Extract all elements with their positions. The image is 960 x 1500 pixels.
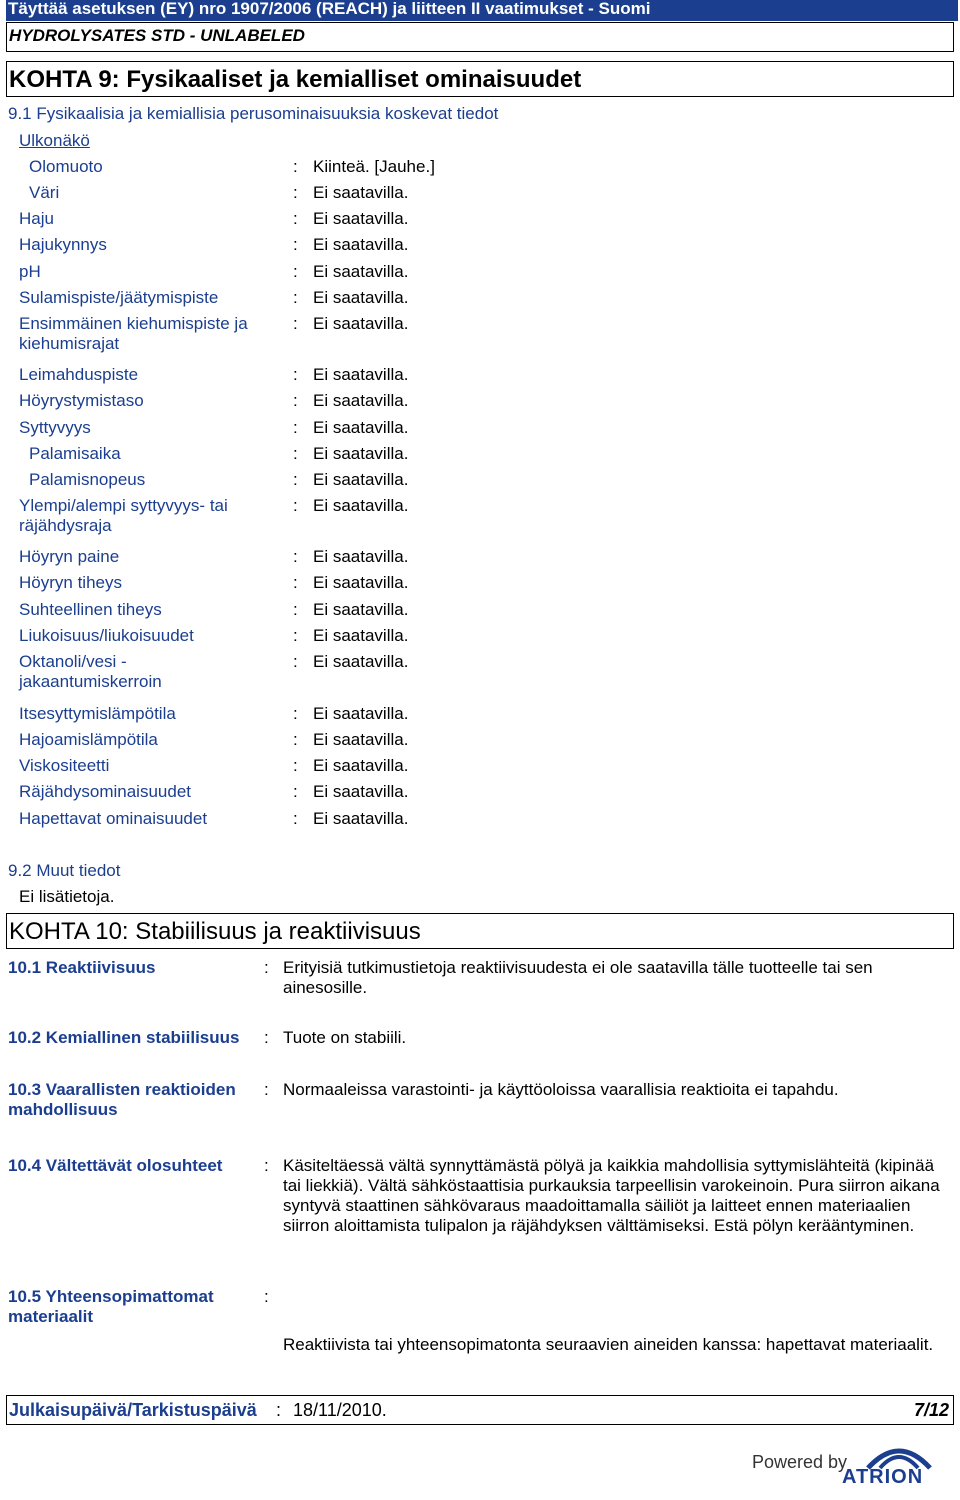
appearance-heading: Ulkonäkö <box>19 131 90 150</box>
property-row: Palamisnopeus : Ei saatavilla. <box>29 470 409 489</box>
section-10-row: 10.3 Vaarallisten reaktioiden mahdollisuus : Normaaleissa varastointi- ja käyttöoloissa vaarallisia reaktioita ei tapahdu. <box>8 1080 952 1124</box>
property-label: Hajukynnys <box>19 235 107 254</box>
property-label: Väri <box>29 183 60 202</box>
property-row: Räjähdysominaisuudet : Ei saatavilla. <box>19 782 409 801</box>
section-10-label: 10.1 Reaktiivisuus <box>8 958 156 977</box>
section-10-row: 10.2 Kemiallinen stabiilisuus : Tuote on stabiili. <box>8 1028 952 1050</box>
section-10-label: 10.5 Yhteensopimattomat materiaalit <box>8 1287 214 1326</box>
section-10-value: Erityisiä tutkimustietoja reaktiivisuudesta ei ole saatavilla tälle tuotteelle tai sen ainesosille. <box>283 958 873 997</box>
property-value: Ei saatavilla. <box>313 600 409 619</box>
property-value: Ei saatavilla. <box>313 704 409 723</box>
footer: Julkaisupäivä/Tarkistuspäivä : 18/11/2010. 7/12 <box>6 1395 954 1425</box>
page-number: 7/12 <box>913 1400 949 1420</box>
section-10-label: 10.4 Vältettävät olosuhteet <box>8 1156 223 1175</box>
property-row: Sulamispiste/jäätymispiste : Ei saatavilla. <box>19 288 409 307</box>
section-10-label: 10.2 Kemiallinen stabiilisuus <box>8 1028 240 1047</box>
section-10-value: Reaktiivista tai yhteensopimatonta seuraavien aineiden kanssa: hapettavat materiaalit. <box>283 1335 934 1354</box>
property-value: Ei saatavilla. <box>313 262 409 281</box>
property-label: Sulamispiste/jäätymispiste <box>19 288 219 307</box>
property-value: Ei saatavilla. <box>313 209 409 228</box>
document-header-title: Täyttää asetuksen (EY) nro 1907/2006 (REACH) ja liitteen II vaatimukset - Suomi <box>6 0 958 21</box>
property-row: Hapettavat ominaisuudet : Ei saatavilla. <box>19 809 409 828</box>
property-label: Palamisnopeus <box>29 470 146 489</box>
property-label: Hajoamislämpötila <box>19 730 158 749</box>
section-9-2-text: Ei lisätietoja. <box>19 887 115 906</box>
property-row: Itsesyttymislämpötila : Ei saatavilla. <box>19 704 409 723</box>
footer-date: 18/11/2010. <box>293 1400 387 1420</box>
section-9-1-heading: 9.1 Fysikaalisia ja kemiallisia perusominaisuuksia koskevat tiedot <box>8 104 499 123</box>
property-label: Höyryn tiheys <box>19 573 122 592</box>
property-value: Kiinteä. [Jauhe.] <box>313 157 435 176</box>
property-value: Ei saatavilla. <box>313 288 409 307</box>
property-value: Ei saatavilla. <box>313 365 409 384</box>
section-10-value: Normaaleissa varastointi- ja käyttöoloissa vaarallisia reaktioita ei tapahdu. <box>283 1080 839 1099</box>
property-row: Ylempi/alempi syttyvyys- tai räjähdysraja : Ei saatavilla. <box>19 496 409 535</box>
property-value: Ei saatavilla. <box>313 782 409 801</box>
section-9-title: KOHTA 9: Fysikaaliset ja kemialliset ominaisuudet <box>6 61 954 97</box>
section-10-title: KOHTA 10: Stabiilisuus ja reaktiivisuus <box>6 913 954 949</box>
product-name: HYDROLYSATES STD - UNLABELED <box>6 22 954 52</box>
property-value: Ei saatavilla. <box>313 730 409 749</box>
property-row: Haju : Ei saatavilla. <box>19 209 409 228</box>
property-label: Olomuoto <box>29 157 103 176</box>
section-10-row: 10.4 Vältettävät olosuhteet : Käsiteltäessä vältä synnyttämästä pölyä ja kaikkia mahdollisia syttymislähteitä (kipinää tai liekkiä). Vältä sähköstaattisia purkauksia tarpeellisin varokeinoin. Pura siirron aikana syntyvä staattinen sähkövaraus maadoittamalla säiliöt ja laitteet ennen materiaalien siirron aloittamista tulipalon ja räjähdyksen välttämiseksi. Estä pölyn kerääntyminen. <box>8 1156 952 1260</box>
property-row: Suhteellinen tiheys : Ei saatavilla. <box>19 600 409 619</box>
section-10-row: 10.5 Yhteensopimattomat materiaalit : Reaktiivista tai yhteensopimatonta seuraavien aineiden kanssa: hapettavat materiaalit. <box>8 1287 952 1381</box>
footer-date-label: Julkaisupäivä/Tarkistuspäivä <box>9 1400 257 1420</box>
property-label: Höyryn paine <box>19 547 120 566</box>
property-label: Itsesyttymislämpötila <box>19 704 176 723</box>
section-10-row: 10.1 Reaktiivisuus : Erityisiä tutkimustietoja reaktiivisuudesta ei ole saatavilla tälle tuotteelle tai sen ainesosille. <box>8 958 952 1002</box>
property-label: Haju <box>19 209 54 228</box>
property-label: Oktanoli/vesi - jakaantumiskerroin <box>19 652 162 691</box>
property-label: Ensimmäinen kiehumispiste ja kiehumisrajat <box>19 314 248 353</box>
property-value: Ei saatavilla. <box>313 496 409 515</box>
property-value: Ei saatavilla. <box>313 391 409 410</box>
property-row: pH : Ei saatavilla. <box>19 262 409 281</box>
property-label: Leimahduspiste <box>19 365 139 384</box>
powered-by-text: Powered by <box>752 1452 848 1472</box>
property-value: Ei saatavilla. <box>313 444 409 463</box>
property-row: Höyryn paine : Ei saatavilla. <box>19 547 409 566</box>
property-row: Oktanoli/vesi - jakaantumiskerroin : Ei saatavilla. <box>19 652 409 691</box>
property-value: Ei saatavilla. <box>313 183 409 202</box>
property-value: Ei saatavilla. <box>313 547 409 566</box>
section-10-label: 10.3 Vaarallisten reaktioiden mahdollisuus <box>8 1080 236 1119</box>
property-label: Palamisaika <box>29 444 121 463</box>
property-label: Hapettavat ominaisuudet <box>19 809 208 828</box>
property-row: Ensimmäinen kiehumispiste ja kiehumisrajat : Ei saatavilla. <box>19 314 409 353</box>
property-value: Ei saatavilla. <box>313 418 409 437</box>
section-10-value: Käsiteltäessä vältä synnyttämästä pölyä ja kaikkia mahdollisia syttymislähteitä (kipinää tai liekkiä). Vältä sähköstaattisia purkauksia tarpeellisin varokeinoin. Pura siirron aikana syntyvä staattinen sähkövaraus maadoittamalla säiliöt ja laitteet ennen materiaalien siirron aloittamista tulipalon ja räjähdyksen välttämiseksi. Estä pölyn kerääntyminen. <box>283 1156 940 1235</box>
property-row: Liukoisuus/liukoisuudet : Ei saatavilla. <box>19 626 409 645</box>
property-value: Ei saatavilla. <box>313 235 409 254</box>
property-label: Liukoisuus/liukoisuudet <box>19 626 194 645</box>
property-row: Höyryn tiheys : Ei saatavilla. <box>19 573 409 592</box>
atrion-logo-text: ATRION <box>842 1466 924 1488</box>
property-value: Ei saatavilla. <box>313 809 409 828</box>
property-row: Palamisaika : Ei saatavilla. <box>29 444 409 463</box>
property-value: Ei saatavilla. <box>313 314 409 333</box>
property-row: Väri : Ei saatavilla. <box>29 183 409 202</box>
property-value: Ei saatavilla. <box>313 756 409 775</box>
property-value: Ei saatavilla. <box>313 470 409 489</box>
property-value: Ei saatavilla. <box>313 652 409 671</box>
property-row: Hajoamislämpötila : Ei saatavilla. <box>19 730 409 749</box>
property-row: Olomuoto : Kiinteä. [Jauhe.] <box>29 157 435 176</box>
property-label: Syttyvyys <box>19 418 91 437</box>
section-10-value: Tuote on stabiili. <box>283 1028 407 1047</box>
property-value: Ei saatavilla. <box>313 626 409 645</box>
property-value: Ei saatavilla. <box>313 573 409 592</box>
property-row: Syttyvyys : Ei saatavilla. <box>19 418 409 437</box>
property-row: Hajukynnys : Ei saatavilla. <box>19 235 409 254</box>
property-label: Viskositeetti <box>19 756 110 775</box>
property-label: Ylempi/alempi syttyvyys- tai räjähdysraja <box>19 496 228 535</box>
section-9-2-heading: 9.2 Muut tiedot <box>8 861 121 880</box>
property-row: Höyrystymistaso : Ei saatavilla. <box>19 391 409 410</box>
property-label: Höyrystymistaso <box>19 391 144 410</box>
property-label: Räjähdysominaisuudet <box>19 782 191 801</box>
property-row: Leimahduspiste : Ei saatavilla. <box>19 365 409 384</box>
property-label: Suhteellinen tiheys <box>19 600 162 619</box>
property-row: Viskositeetti : Ei saatavilla. <box>19 756 409 775</box>
property-label: pH <box>19 262 41 281</box>
